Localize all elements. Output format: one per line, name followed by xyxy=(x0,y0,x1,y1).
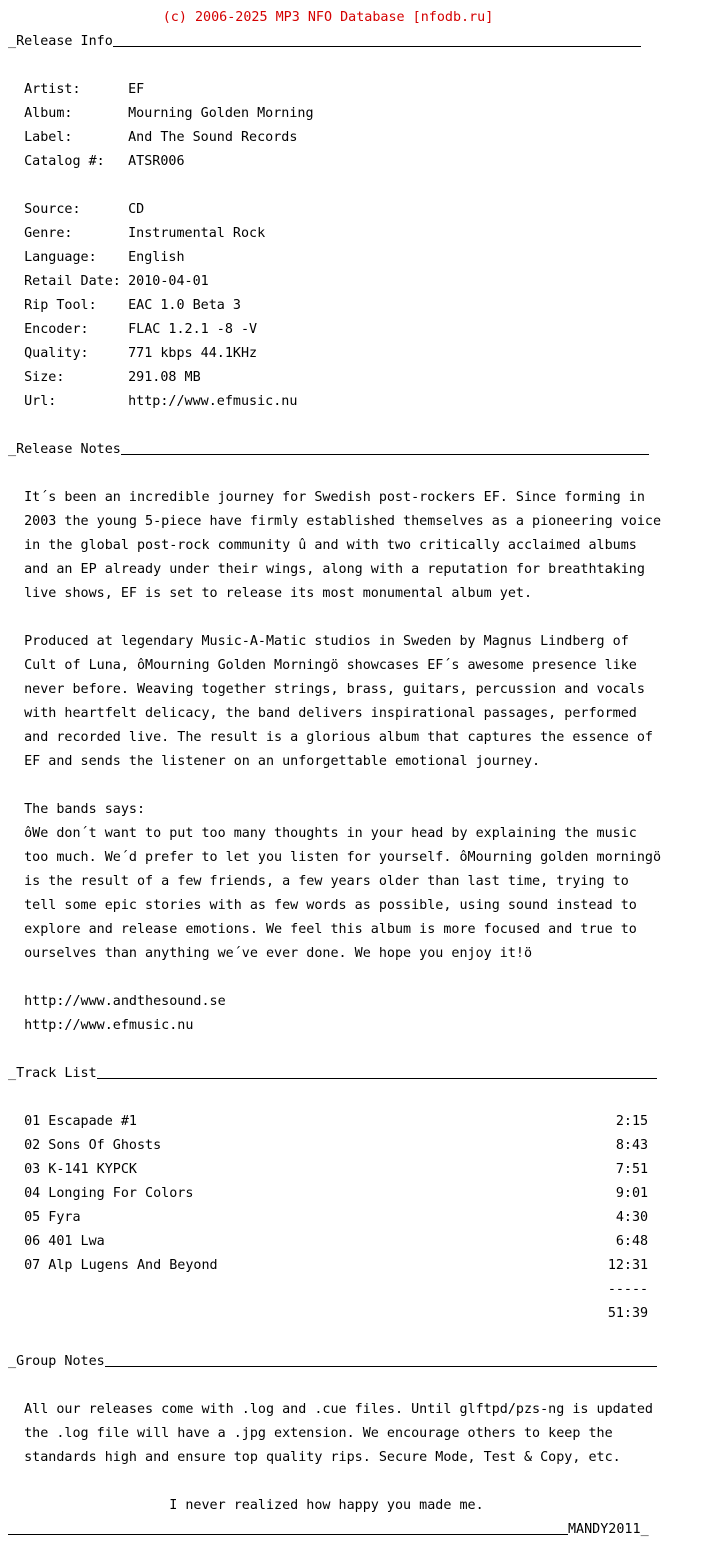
group-quote: I never realized how happy you made me. xyxy=(169,1498,484,1513)
field-rip-tool: Rip Tool: EAC 1.0 Beta 3 xyxy=(24,298,241,313)
notes-line: Cult of Luna, ôMourning Golden Morningö showcases EF´s awesome presence like xyxy=(24,658,637,673)
track-row: 05 Fyra 4:30 xyxy=(24,1210,649,1225)
andthesound-link[interactable]: http://www.andthesound.se xyxy=(24,994,226,1009)
notes-line: and recorded live. The result is a glorious album that captures the essence of xyxy=(24,730,653,745)
track-row: 01 Escapade #1 2:15 xyxy=(24,1114,649,1129)
notes-line: ourselves than anything we´ve ever done. We hope you enjoy it!ö xyxy=(24,946,533,961)
notes-line: tell some epic stories with as few words as possible, using sound instead to xyxy=(24,898,637,913)
track-row: 03 K-141 KYPCK 7:51 xyxy=(24,1162,649,1177)
track-row: 02 Sons Of Ghosts 8:43 xyxy=(24,1138,649,1153)
notes-line: EF and sends the listener on an unforgettable emotional journey. xyxy=(24,754,541,769)
field-source: Source: CD xyxy=(24,202,145,217)
signature-line: MANDY2011_ xyxy=(8,1524,661,1536)
field-artist: Artist: EF xyxy=(24,82,145,97)
field-retail-date: Retail Date: 2010-04-01 xyxy=(24,274,209,289)
notes-line: live shows, EF is set to release its most monumental album yet. xyxy=(24,586,533,601)
field-genre: Genre: Instrumental Rock xyxy=(24,226,266,241)
notes-line: explore and release emotions. We feel this album is more focused and true to xyxy=(24,922,637,937)
notes-line: with heartfelt delicacy, the band delivers inspirational passages, performed xyxy=(24,706,637,721)
track-row: 06 401 Lwa 6:48 xyxy=(24,1234,649,1249)
field-label: Label: And The Sound Records xyxy=(24,130,298,145)
notes-line: too much. We´d prefer to let you listen for yourself. ôMourning golden morningö xyxy=(24,850,662,865)
group-notes-line: All our releases come with .log and .cue files. Until glftpd/pzs-ng is updated xyxy=(24,1402,653,1417)
notes-line: It´s been an incredible journey for Swedish post-rockers EF. Since forming in xyxy=(24,490,645,505)
notes-line: and an EP already under their wings, along with a reputation for breathtaking xyxy=(24,562,645,577)
field-size: Size: 291.08 MB xyxy=(24,370,201,385)
field-language: Language: English xyxy=(24,250,185,265)
field-album: Album: Mourning Golden Morning xyxy=(24,106,314,121)
field-catalog: Catalog #: ATSR006 xyxy=(24,154,185,169)
total-time: 51:39 xyxy=(607,1306,649,1321)
group-notes-line: standards high and ensure top quality rips. Secure Mode, Test & Copy, etc. xyxy=(24,1450,621,1465)
notes-line: Produced at legendary Music-A-Matic studios in Sweden by Magnus Lindberg of xyxy=(24,634,629,649)
section-heading-release-info: _Release Info xyxy=(8,36,661,48)
field-quality: Quality: 771 kbps 44.1KHz xyxy=(24,346,258,361)
notes-line: never before. Weaving together strings, brass, guitars, percussion and vocals xyxy=(24,682,645,697)
notes-line: is the result of a few friends, a few years older than last time, trying to xyxy=(24,874,629,889)
section-heading-group-notes: _Group Notes xyxy=(8,1356,661,1368)
notes-line: The bands says: xyxy=(24,802,146,817)
notes-line: in the global post-rock community û and with two critically acclaimed albums xyxy=(24,538,637,553)
field-encoder: Encoder: FLAC 1.2.1 -8 -V xyxy=(24,322,258,337)
efmusic-link[interactable]: http://www.efmusic.nu xyxy=(128,394,298,409)
notes-line: 2003 the young 5-piece have firmly established themselves as a pioneering voice xyxy=(24,514,662,529)
section-heading-release-notes: _Release Notes xyxy=(8,444,661,456)
field-url: Url: http://www.efmusic.nu xyxy=(24,394,298,409)
group-notes-line: the .log file will have a .jpg extension. We encourage others to keep the xyxy=(24,1426,613,1441)
efmusic-link-2[interactable]: http://www.efmusic.nu xyxy=(24,1018,194,1033)
copyright-credit: (c) 2006-2025 MP3 NFO Database [nfodb.ru] xyxy=(162,10,494,25)
track-row: 04 Longing For Colors 9:01 xyxy=(24,1186,649,1201)
nfo-document xyxy=(8,0,661,1548)
section-heading-track-list: _Track List xyxy=(8,1068,661,1080)
notes-line: ôWe don´t want to put too many thoughts in your head by explaining the music xyxy=(24,826,637,841)
track-row: 07 Alp Lugens And Beyond 12:31 xyxy=(24,1258,649,1273)
total-divider: ----- xyxy=(607,1282,649,1297)
signature: MANDY2011 xyxy=(568,1522,641,1537)
